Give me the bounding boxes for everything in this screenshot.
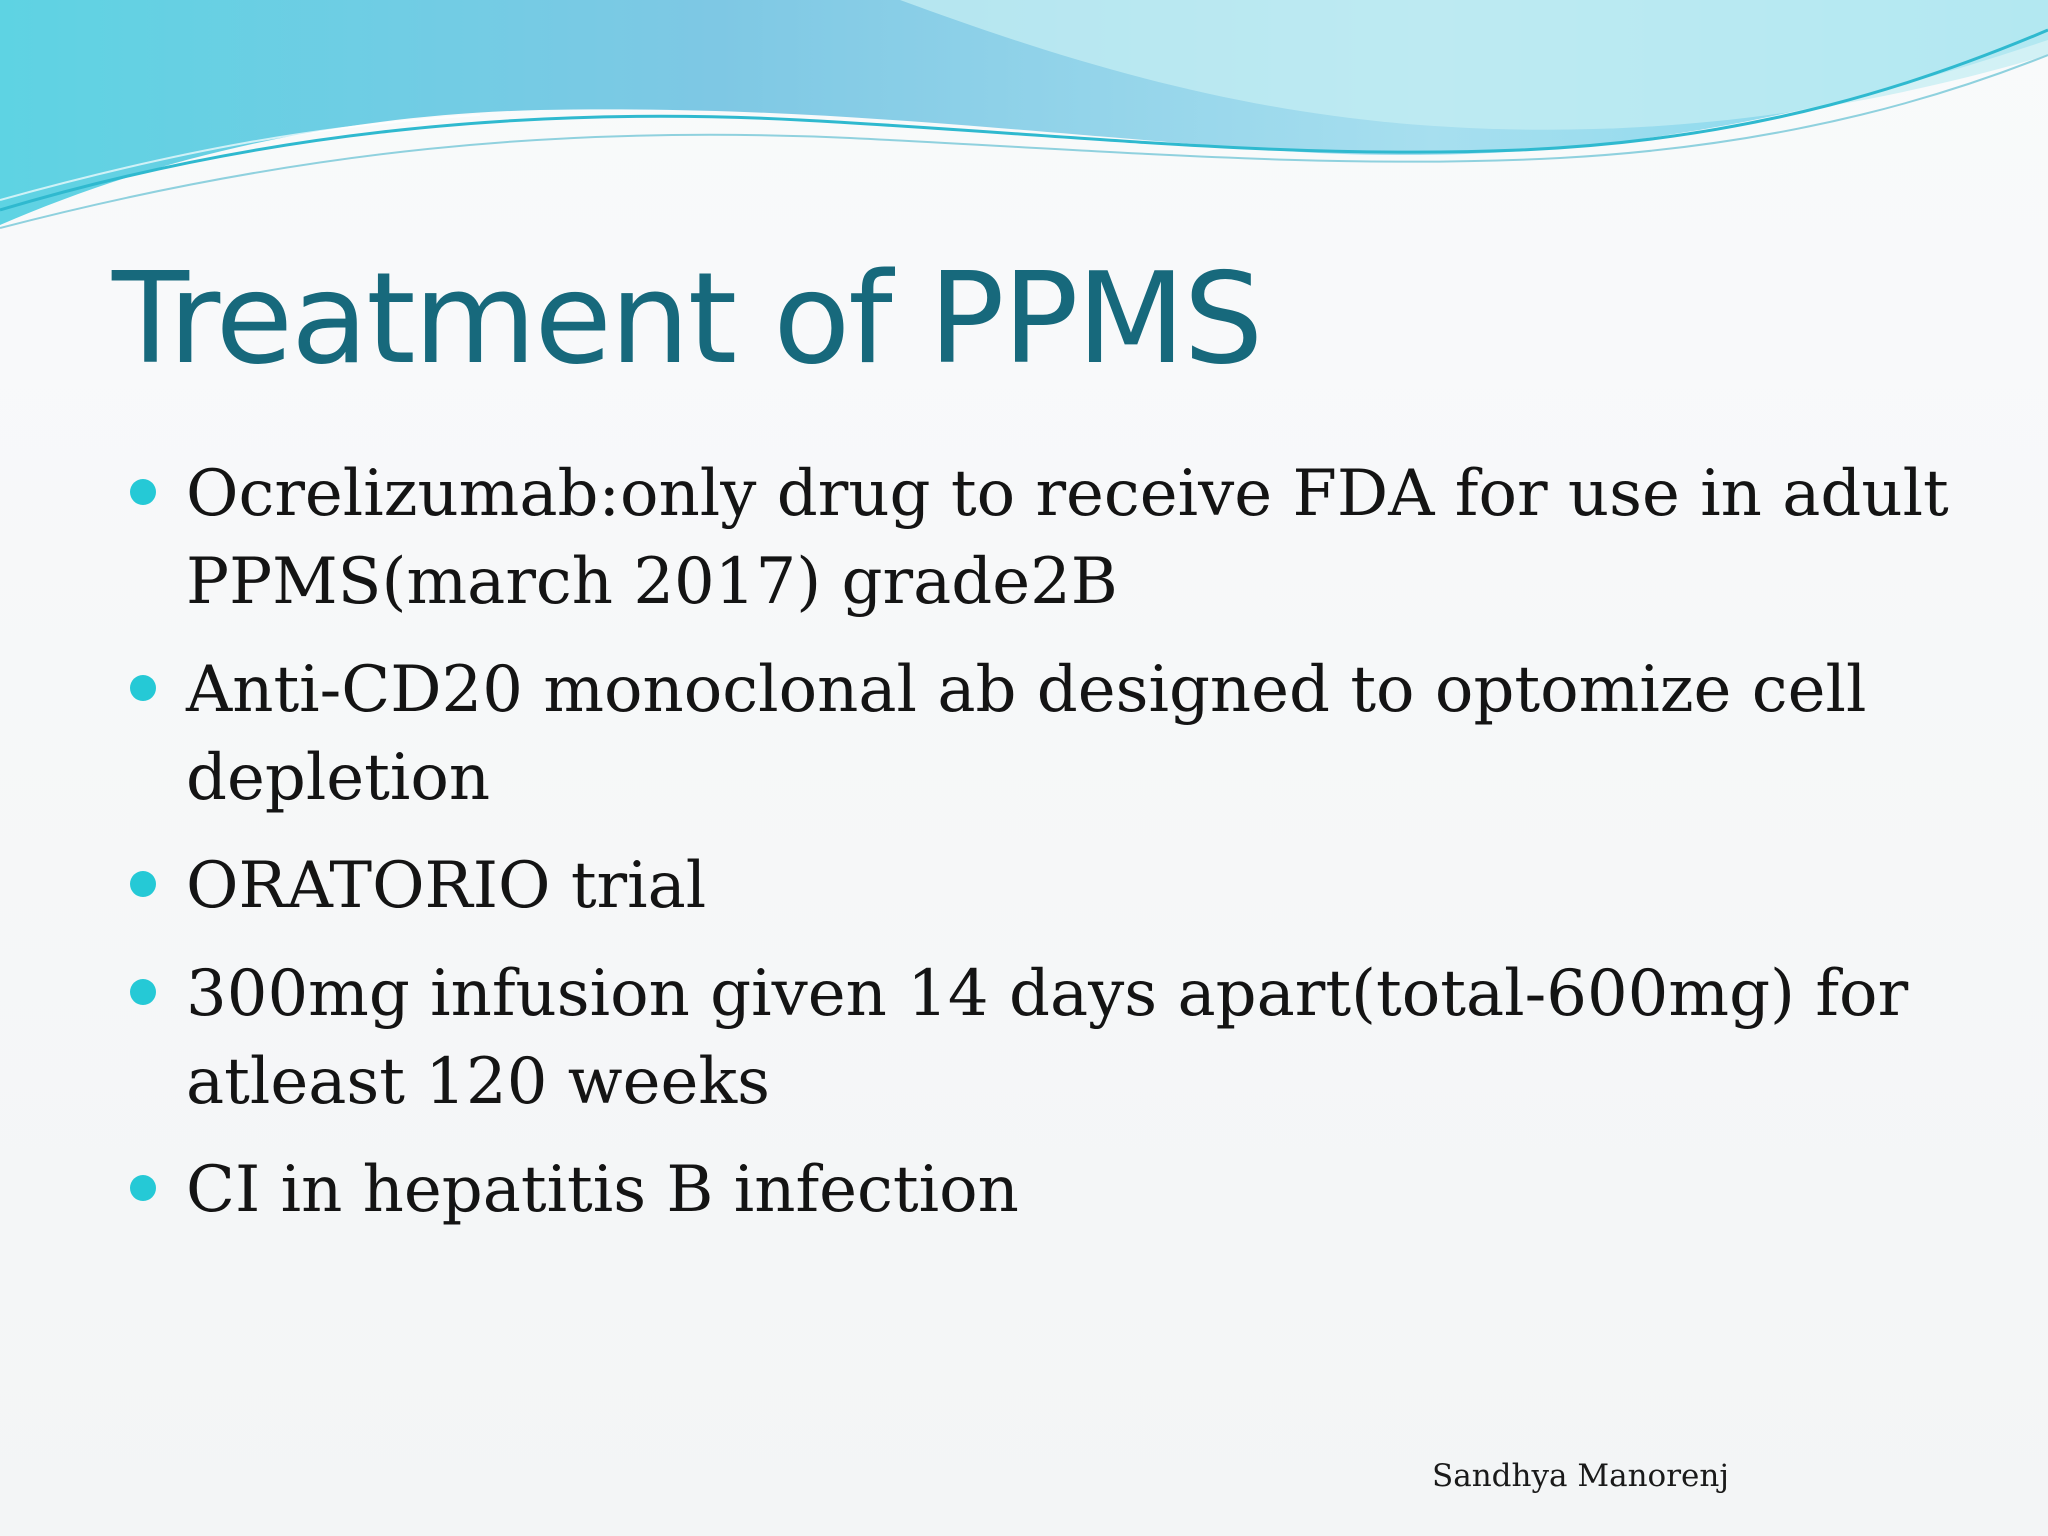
bullet-text: ORATORIO trial	[186, 849, 707, 923]
bullet-item	[130, 950, 1950, 1126]
bullet-item	[130, 646, 1950, 822]
bullet-item	[130, 842, 1950, 930]
bullet-text: 300mg infusion given 14 days apart(total-600mg) for atleast 120 weeks	[186, 957, 1909, 1119]
bullet-text: Anti-CD20 monoclonal ab designed to optomize cell depletion	[186, 653, 1867, 815]
bullet-text: CI in hepatitis B infection	[186, 1153, 1019, 1227]
bullet-dot-icon	[130, 1175, 156, 1201]
bullet-item	[130, 1146, 1950, 1234]
bullet-dot-icon	[130, 675, 156, 701]
bullet-text: Ocrelizumab:only drug to receive FDA for use in adult PPMS(march 2017) grade2B	[186, 457, 1949, 619]
slide-title: Treatment of PPMS	[112, 245, 1262, 392]
bullet-list	[130, 450, 1950, 1254]
bullet-item	[130, 450, 1950, 626]
bullet-dot-icon	[130, 979, 156, 1005]
decorative-wave-header	[0, 0, 2048, 240]
bullet-dot-icon	[130, 871, 156, 897]
author-footer: Sandhya Manorenj	[1432, 1458, 1729, 1494]
bullet-dot-icon	[130, 479, 156, 505]
